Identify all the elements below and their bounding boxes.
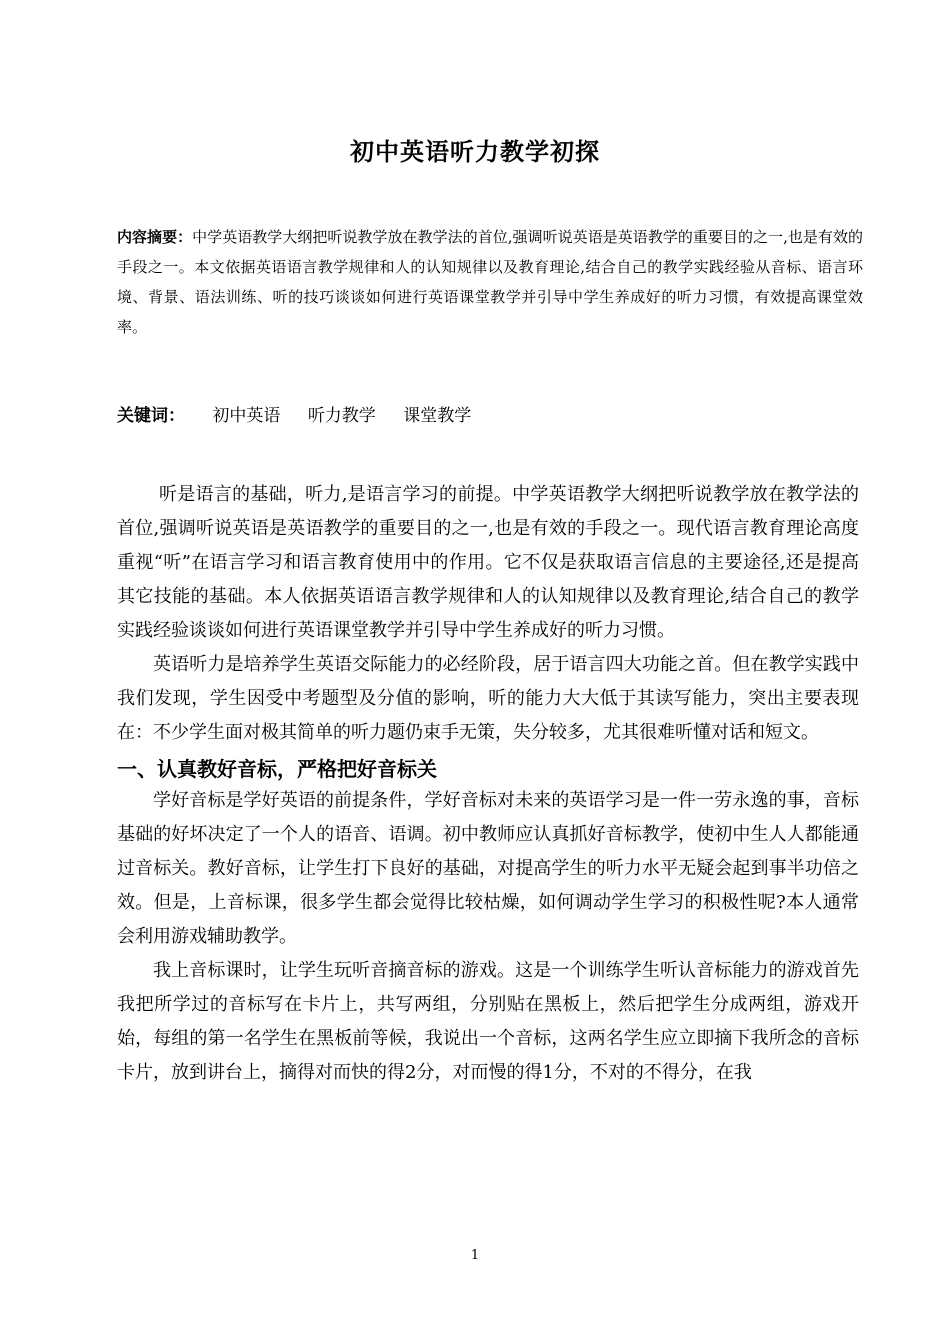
body-paragraph: 听是语言的基础，听力,是语言学习的前提。中学英语教学大纲把听说教学放在教学法的首位,强调听说英语是英语教学的重要目的之一,也是有效的手段之一。现代语言教育理论高度重视“听”在语言学习和语言教育使用中的作用。它不仅是获取语言信息的主要途径,还是提高其它技能的基础。本人依据英语语言教学规律和人的认知规律以及教育理论,结合自己的教学实践经验谈谈如何进行英语课堂教学并引导中学生养成好的听力习惯。: [117, 484, 859, 641]
abstract-text: 中学英语教学大纲把听说教学放在教学法的首位,强调听说英语是英语教学的重要目的之一,也是有效的手段之一。本文依据英语语言教学规律和人的认知规律以及教育理论,结合自己的教学实践经验从音标、语言环境、背景、语法训练、听的技巧谈谈如何进行英语课堂教学并引导中学生养成好的听力习惯，有效提高课堂效率。: [117, 228, 863, 336]
document-title: 初中英语听力教学初探: [350, 137, 600, 166]
abstract: [117, 222, 863, 342]
keyword: 听力教学: [307, 406, 376, 426]
keywords-label: 关键词：: [117, 406, 185, 426]
body-paragraph: 英语听力是培养学生英语交际能力的必经阶段，居于语言四大功能之首。但在教学实践中我们发现，学生因受中考题型及分值的影响，听的能力大大低于其读写能力，突出主要表现在：不少学生面对极其简单的听力题仍束手无策，失分较多，尤其很难听懂对话和短文。: [117, 654, 859, 743]
body-paragraph: 学好音标是学好英语的前提条件，学好音标对未来的英语学习是一件一劳永逸的事，音标基础的好坏决定了一个人的语音、语调。初中教师应认真抓好音标教学，使初中生人人都能通过音标关。教好音标，让学生打下良好的基础，对提高学生的听力水平无疑会起到事半功倍之效。但是，上音标课，很多学生都会觉得比较枯燥，如何调动学生学习的积极性呢?本人通常会利用游戏辅助教学。: [117, 790, 859, 947]
page-number: 1: [470, 1248, 480, 1263]
keyword: 初中英语: [212, 406, 281, 426]
abstract-label: 内容摘要：: [117, 228, 193, 246]
document-body: [117, 478, 859, 1090]
body-paragraph: 我上音标课时，让学生玩听音摘音标的游戏。这是一个训练学生听认音标能力的游戏首先我把所学过的音标写在卡片上，共写两组，分别贴在黑板上，然后把学生分成两组，游戏开始，每组的第一名学生在黑板前等候，我说出一个音标，这两名学生应立即摘下我所念的音标卡片，放到讲台上，摘得对而快的得2分，对而慢的得1分，不对的不得分，在我: [117, 960, 859, 1083]
section-heading: 一、认真教好音标，严格把好音标关: [117, 757, 437, 781]
keywords: [117, 401, 863, 431]
keyword: 课堂教学: [403, 406, 472, 426]
